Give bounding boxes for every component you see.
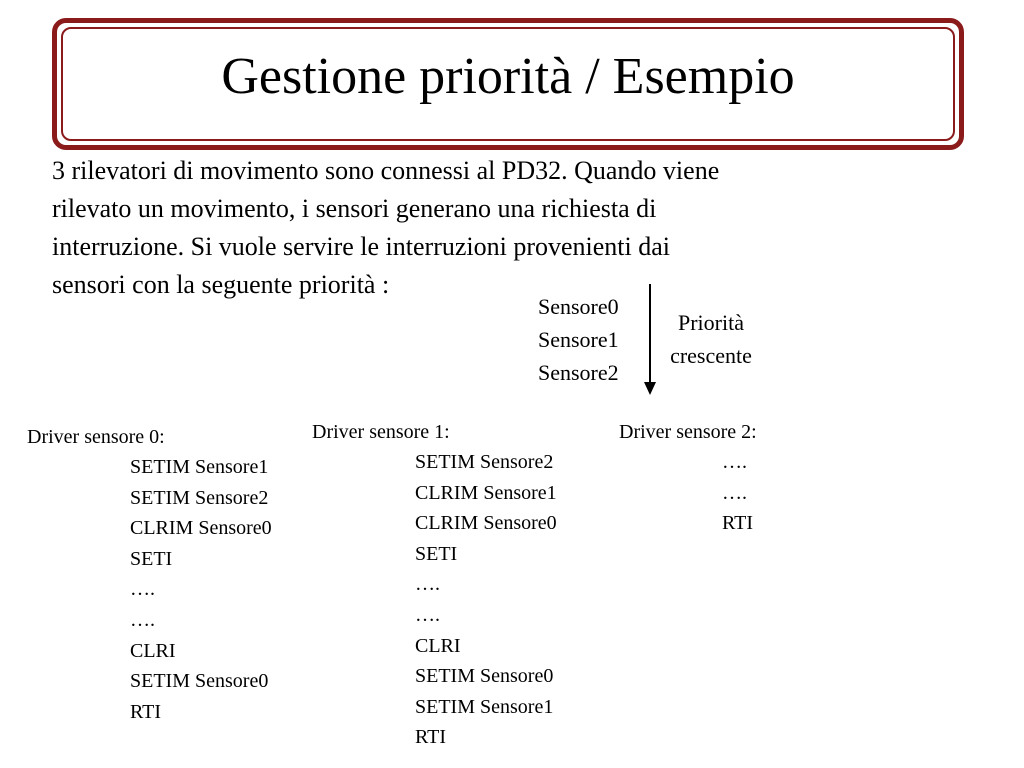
code-line: CLRIM Sensore0 [130, 517, 272, 540]
code-line: …. [130, 608, 155, 631]
intro-line: 3 rilevatori di movimento sono connessi al PD32. Quando viene [52, 156, 720, 185]
code-line: SETIM Sensore2 [415, 451, 554, 473]
driver-code [415, 447, 557, 753]
slide-title: Gestione priorità / Esempio [221, 48, 795, 105]
code-line: CLRI [415, 634, 461, 657]
driver-code [722, 447, 753, 539]
code-line: CLRI [130, 639, 176, 662]
sensor-label: Sensore2 [538, 360, 619, 385]
priority-label-line: crescente [670, 343, 752, 368]
code-line: SETIM Sensore1 [130, 456, 269, 478]
sensor-label: Sensore1 [538, 327, 619, 352]
code-line: …. [722, 481, 747, 504]
intro-paragraph [52, 152, 952, 304]
priority-label [655, 306, 767, 372]
title-frame [52, 18, 964, 150]
code-line: SETIM Sensore0 [415, 665, 554, 688]
code-line: SETIM Sensore2 [130, 486, 269, 509]
code-line: SETI [130, 547, 173, 570]
code-line: …. [130, 578, 155, 601]
priority-label-line: Priorità [678, 310, 744, 335]
title-inner-frame [61, 27, 955, 141]
intro-line: rilevato un movimento, i sensori generano una richiesta di [52, 194, 657, 223]
code-line: CLRIM Sensore1 [415, 481, 557, 504]
code-line: …. [722, 451, 747, 473]
code-line: SETI [415, 542, 458, 565]
driver-sensor-0 [27, 422, 272, 723]
code-line: SETIM Sensore1 [415, 695, 554, 718]
driver-title: Driver sensore 0: [27, 426, 165, 448]
code-line: CLRIM Sensore0 [415, 512, 557, 535]
driver-sensor-2 [619, 417, 757, 535]
driver-title: Driver sensore 2: [619, 421, 757, 443]
code-line: RTI [130, 700, 162, 723]
intro-line: sensori con la seguente priorità : [52, 270, 390, 299]
driver-title: Driver sensore 1: [312, 421, 450, 443]
code-line: SETIM Sensore0 [130, 670, 269, 693]
driver-code [130, 452, 272, 727]
sensor-label: Sensore0 [538, 294, 619, 319]
code-line: RTI [722, 512, 754, 535]
code-line: …. [415, 603, 440, 626]
intro-line: interruzione. Si vuole servire le interruzioni provenienti dai [52, 232, 671, 261]
code-line: …. [415, 573, 440, 596]
code-line: RTI [415, 726, 447, 749]
driver-sensor-1 [312, 417, 557, 749]
sensor-list [538, 290, 619, 389]
